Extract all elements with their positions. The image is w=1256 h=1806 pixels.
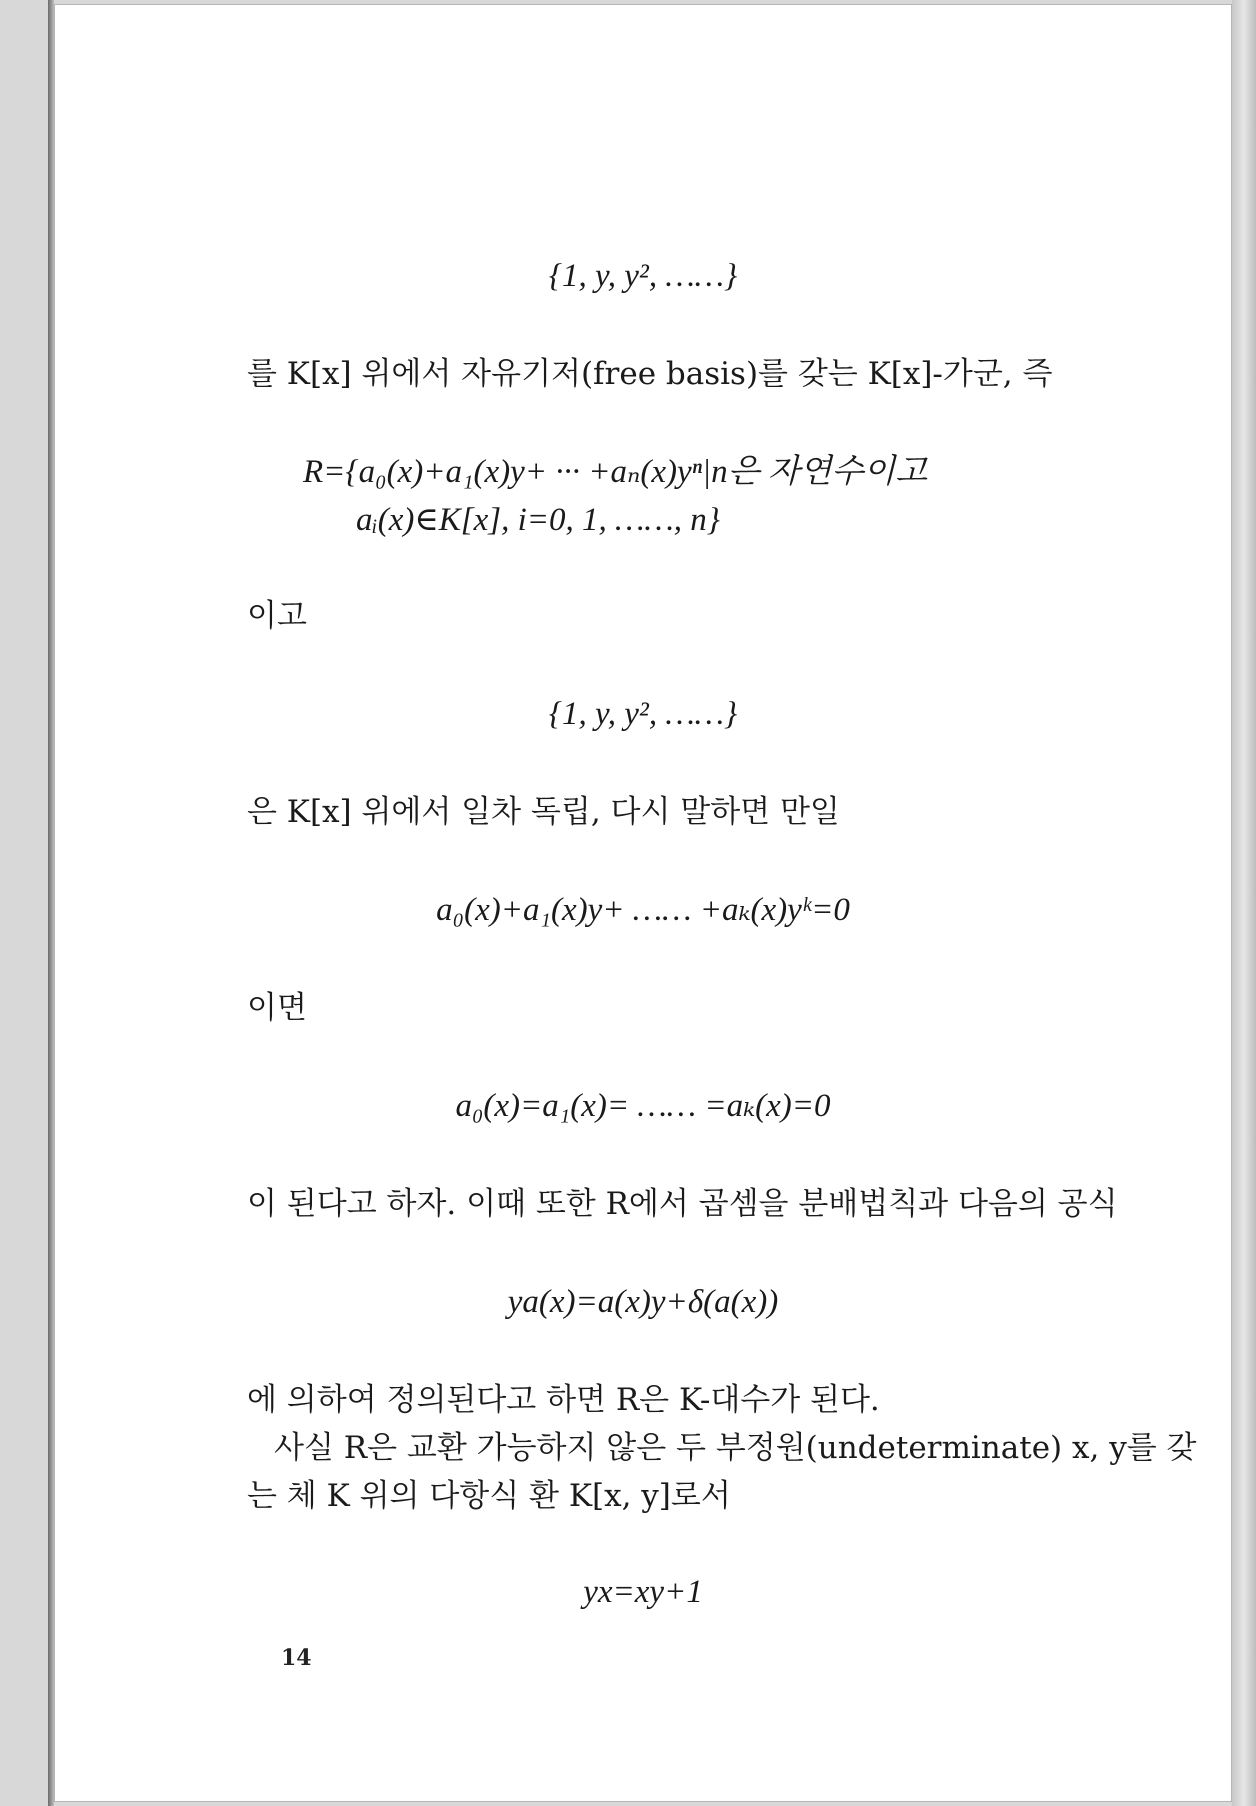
- equation-weyl-relation: yx=xy+1: [583, 1574, 703, 1610]
- equation-basis-set-1: {1, y, y², ……}: [548, 258, 738, 294]
- page-right-edge: [1232, 0, 1256, 1806]
- paragraph-multiplication-rule: 이 된다고 하자. 이때 또한 R에서 곱셈을 분배법칙과 다음의 공식: [247, 1186, 1118, 1222]
- equation-basis-set-2: {1, y, y², ……}: [548, 696, 738, 732]
- equation-coefficients-zero: a₀(x)=a₁(x)= …… =aₖ(x)=0: [455, 1088, 831, 1124]
- paragraph-imyeon: 이면: [247, 990, 307, 1026]
- paragraph-noncommutative: 사실 R은 교환 가능하지 않은 두 부정원(undeterminate) x, y를 갖: [274, 1430, 1197, 1466]
- equation-commutation-formula: ya(x)=a(x)y+δ(a(x)): [507, 1284, 779, 1320]
- page-number: 14: [281, 1645, 312, 1671]
- equation-linear-combination: a₀(x)+a₁(x)y+ …… +aₖ(x)yᵏ=0: [436, 892, 850, 928]
- equation-ring-definition-line-2: aᵢ(x)∈K[x], i=0, 1, ……, n}: [356, 502, 720, 538]
- document-page: [54, 4, 1232, 1802]
- paragraph-free-basis: 를 K[x] 위에서 자유기저(free basis)를 갖는 K[x]-가군, 즉: [247, 356, 1053, 392]
- equation-ring-definition-line-1: R={a₀(x)+a₁(x)y+ ··· +aₙ(x)yⁿ|n은 자연수이고: [303, 454, 928, 490]
- paragraph-polynomial-ring: 는 체 K 위의 다항식 환 K[x, y]로서: [247, 1478, 731, 1514]
- paragraph-k-algebra: 에 의하여 정의된다고 하면 R은 K-대수가 된다.: [247, 1382, 880, 1418]
- paragraph-linear-independence: 은 K[x] 위에서 일차 독립, 다시 말하면 만일: [247, 794, 840, 830]
- paragraph-igo: 이고: [247, 598, 307, 634]
